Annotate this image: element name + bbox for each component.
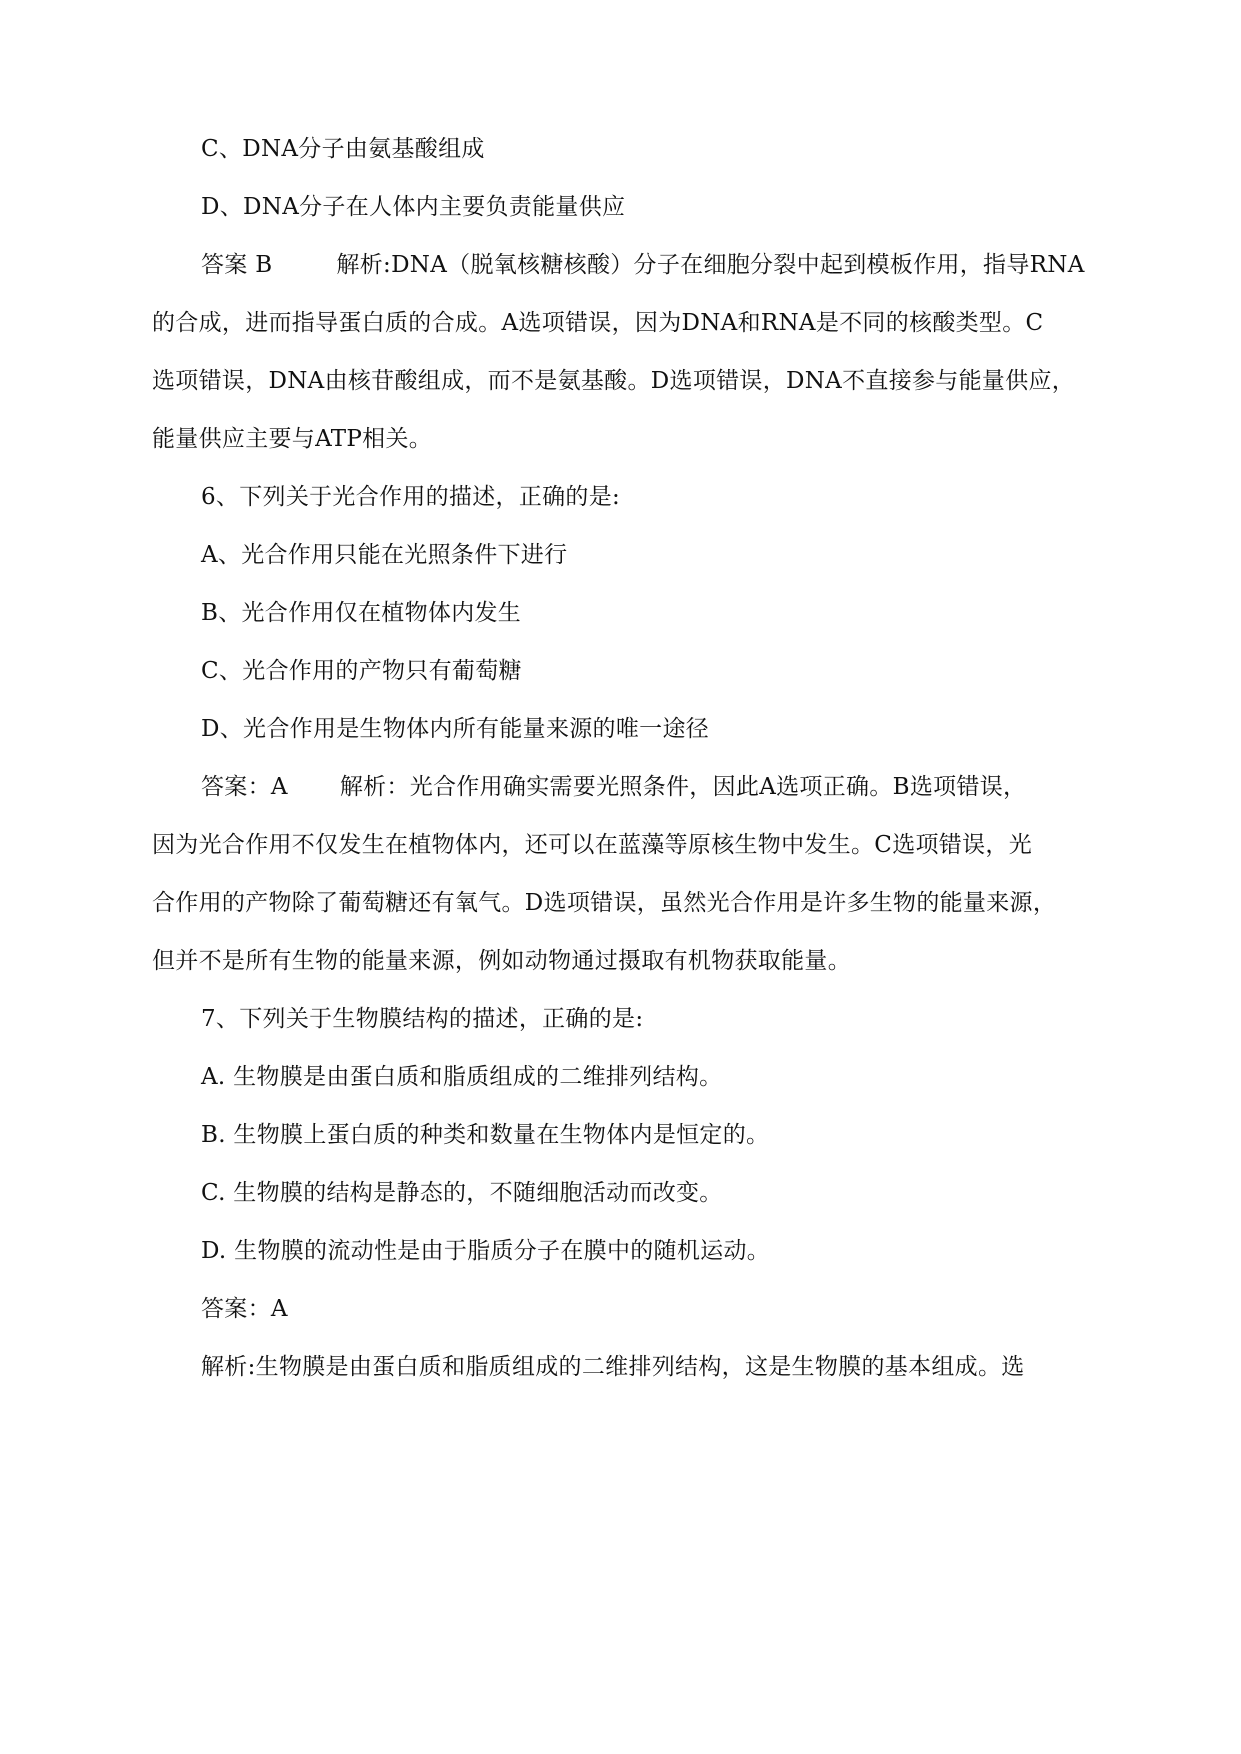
q5-analysis-text-3: 能量供应主要与ATP相关。 xyxy=(152,426,433,452)
q7-answer: 答案：A xyxy=(201,1296,288,1322)
q6-option-c: C、光合作用的产物只有葡萄糖 xyxy=(201,658,522,684)
q5-analysis-line-1 xyxy=(152,307,1107,339)
q5-analysis-text-2: 选项错误，DNA由核苷酸组成，而不是氨基酸。D选项错误，DNA不直接参与能量供应， xyxy=(152,368,1076,394)
q5-answer-line xyxy=(201,249,1085,281)
q6-answer-label: 答案：A xyxy=(201,774,288,800)
q5-analysis-head: 解析:DNA（脱氧核糖核酸）分子在细胞分裂中起到模板作用，指导RNA xyxy=(336,252,1085,278)
q6-analysis-line-2 xyxy=(152,887,1107,919)
q7-option-b: B. 生物膜上蛋白质的种类和数量在生物体内是恒定的。 xyxy=(201,1122,770,1148)
q6-analysis-head: 解析：光合作用确实需要光照条件，因此A选项正确。B选项错误， xyxy=(339,774,1027,800)
q7-option-a: A. 生物膜是由蛋白质和脂质组成的二维排列结构。 xyxy=(201,1064,723,1090)
q6-question: 6、下列关于光合作用的描述，正确的是: xyxy=(201,484,621,510)
q5-analysis-line-2 xyxy=(152,365,1107,397)
q6-analysis-line-1 xyxy=(152,829,1107,861)
q6-option-d: D、光合作用是生物体内所有能量来源的唯一途径 xyxy=(201,716,710,742)
q6-option-b: B、光合作用仅在植物体内发生 xyxy=(201,600,522,626)
q5-answer-label: 答案 B xyxy=(201,252,273,278)
q5-analysis-text-1: 的合成，进而指导蛋白质的合成。A选项错误，因为DNA和RNA是不同的核酸类型。C xyxy=(152,310,1044,336)
q6-answer-line xyxy=(201,771,1026,803)
q6-analysis-text-2: 合作用的产物除了葡萄糖还有氧气。D选项错误，虽然光合作用是许多生物的能量来源， xyxy=(152,890,1057,916)
q5-option-d: D、DNA分子在人体内主要负责能量供应 xyxy=(201,194,626,220)
q7-analysis-head: 解析:生物膜是由蛋白质和脂质组成的二维排列结构，这是生物膜的基本组成。选 xyxy=(201,1354,1025,1380)
q6-option-a: A、光合作用只能在光照条件下进行 xyxy=(201,542,568,568)
q7-option-c: C. 生物膜的结构是静态的，不随细胞活动而改变。 xyxy=(201,1180,723,1206)
q5-analysis-line-3 xyxy=(152,423,1107,455)
q6-analysis-line-3 xyxy=(152,945,1107,977)
q7-question: 7、下列关于生物膜结构的描述，正确的是: xyxy=(201,1006,644,1032)
q7-option-d: D. 生物膜的流动性是由于脂质分子在膜中的随机运动。 xyxy=(201,1238,771,1264)
q6-analysis-text-1: 因为光合作用不仅发生在植物体内，还可以在蓝藻等原核生物中发生。C选项错误，光 xyxy=(152,832,1032,858)
q5-option-c: C、DNA分子由氨基酸组成 xyxy=(201,136,485,162)
q6-analysis-text-3: 但并不是所有生物的能量来源，例如动物通过摄取有机物获取能量。 xyxy=(152,948,851,974)
